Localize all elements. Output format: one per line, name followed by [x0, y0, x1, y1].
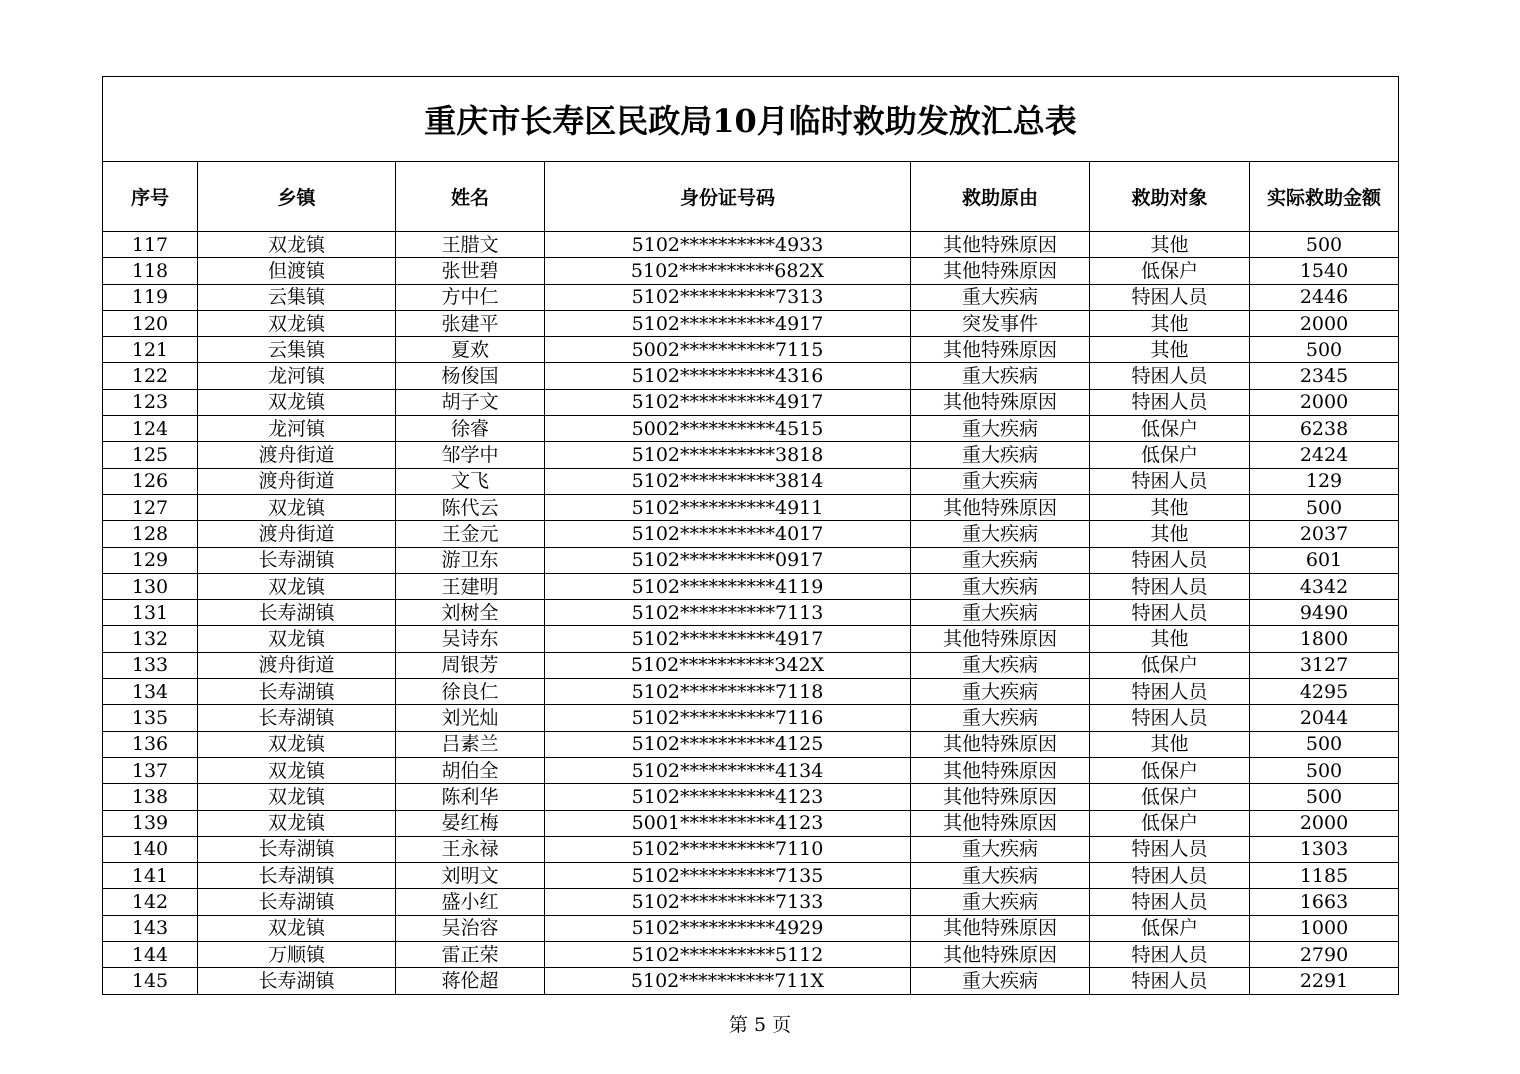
cell-recipient-type: 特困人员 [1090, 363, 1250, 389]
relief-summary-sheet [102, 76, 1398, 995]
cell-reason: 重大疾病 [911, 573, 1090, 599]
cell-id-number: 5102**********4125 [545, 731, 911, 757]
cell-id-number: 5102**********4933 [545, 232, 911, 258]
table-row [103, 626, 1399, 652]
table-row [103, 731, 1399, 757]
cell-name: 周银芳 [396, 652, 545, 678]
cell-amount: 1663 [1250, 889, 1399, 915]
cell-reason: 其他特殊原因 [911, 810, 1090, 836]
cell-index: 131 [103, 600, 198, 626]
cell-index: 138 [103, 784, 198, 810]
page-title: 重庆市长寿区民政局10月临时救助发放汇总表 [103, 77, 1399, 162]
cell-township: 双龙镇 [198, 810, 396, 836]
cell-township: 长寿湖镇 [198, 836, 396, 862]
cell-reason: 重大疾病 [911, 863, 1090, 889]
cell-township: 长寿湖镇 [198, 679, 396, 705]
cell-name: 文飞 [396, 468, 545, 494]
cell-name: 刘树全 [396, 600, 545, 626]
column-header-id-number: 身份证号码 [545, 162, 911, 232]
cell-index: 136 [103, 731, 198, 757]
column-header-name: 姓名 [396, 162, 545, 232]
cell-index: 141 [103, 863, 198, 889]
cell-township: 双龙镇 [198, 389, 396, 415]
cell-id-number: 5102**********0917 [545, 547, 911, 573]
cell-index: 140 [103, 836, 198, 862]
cell-recipient-type: 特困人员 [1090, 889, 1250, 915]
cell-index: 126 [103, 468, 198, 494]
cell-recipient-type: 特困人员 [1090, 573, 1250, 599]
cell-recipient-type: 其他 [1090, 494, 1250, 520]
cell-id-number: 5102**********4911 [545, 494, 911, 520]
cell-township: 双龙镇 [198, 784, 396, 810]
cell-reason: 其他特殊原因 [911, 915, 1090, 941]
cell-township: 长寿湖镇 [198, 968, 396, 994]
cell-name: 吴诗东 [396, 626, 545, 652]
cell-amount: 2000 [1250, 810, 1399, 836]
cell-township: 渡舟街道 [198, 521, 396, 547]
cell-recipient-type: 低保户 [1090, 915, 1250, 941]
column-header-township: 乡镇 [198, 162, 396, 232]
cell-id-number: 5102**********711X [545, 968, 911, 994]
cell-reason: 重大疾病 [911, 889, 1090, 915]
cell-recipient-type: 特困人员 [1090, 942, 1250, 968]
cell-id-number: 5002**********4515 [545, 416, 911, 442]
table-body [103, 232, 1399, 995]
cell-index: 123 [103, 389, 198, 415]
table-row [103, 600, 1399, 626]
cell-index: 122 [103, 363, 198, 389]
cell-index: 119 [103, 284, 198, 310]
cell-amount: 2291 [1250, 968, 1399, 994]
cell-index: 127 [103, 494, 198, 520]
cell-reason: 其他特殊原因 [911, 258, 1090, 284]
cell-id-number: 5102**********4119 [545, 573, 911, 599]
cell-name: 陈利华 [396, 784, 545, 810]
cell-recipient-type: 低保户 [1090, 442, 1250, 468]
cell-id-number: 5002**********7115 [545, 337, 911, 363]
cell-reason: 重大疾病 [911, 679, 1090, 705]
column-header-reason: 救助原由 [911, 162, 1090, 232]
cell-name: 王永禄 [396, 836, 545, 862]
cell-recipient-type: 特困人员 [1090, 863, 1250, 889]
cell-id-number: 5102**********7110 [545, 836, 911, 862]
cell-amount: 1185 [1250, 863, 1399, 889]
cell-name: 张建平 [396, 310, 545, 336]
cell-index: 120 [103, 310, 198, 336]
table-row [103, 310, 1399, 336]
cell-name: 雷正荣 [396, 942, 545, 968]
table-row [103, 863, 1399, 889]
table-row [103, 757, 1399, 783]
cell-reason: 其他特殊原因 [911, 626, 1090, 652]
cell-recipient-type: 特困人员 [1090, 968, 1250, 994]
cell-reason: 其他特殊原因 [911, 494, 1090, 520]
cell-id-number: 5102**********7313 [545, 284, 911, 310]
cell-index: 129 [103, 547, 198, 573]
table-row [103, 442, 1399, 468]
cell-township: 渡舟街道 [198, 468, 396, 494]
cell-name: 徐良仁 [396, 679, 545, 705]
cell-index: 144 [103, 942, 198, 968]
cell-name: 方中仁 [396, 284, 545, 310]
cell-index: 133 [103, 652, 198, 678]
cell-township: 双龙镇 [198, 757, 396, 783]
cell-recipient-type: 特困人员 [1090, 389, 1250, 415]
cell-amount: 2000 [1250, 310, 1399, 336]
cell-name: 盛小红 [396, 889, 545, 915]
cell-index: 143 [103, 915, 198, 941]
cell-reason: 重大疾病 [911, 705, 1090, 731]
table-row [103, 284, 1399, 310]
cell-name: 杨俊国 [396, 363, 545, 389]
cell-id-number: 5102**********4917 [545, 626, 911, 652]
cell-reason: 其他特殊原因 [911, 757, 1090, 783]
table-row [103, 494, 1399, 520]
table-row [103, 679, 1399, 705]
cell-amount: 1303 [1250, 836, 1399, 862]
cell-index: 128 [103, 521, 198, 547]
cell-index: 130 [103, 573, 198, 599]
cell-township: 双龙镇 [198, 232, 396, 258]
cell-reason: 其他特殊原因 [911, 389, 1090, 415]
table-row [103, 942, 1399, 968]
cell-recipient-type: 低保户 [1090, 416, 1250, 442]
column-header-index: 序号 [103, 162, 198, 232]
cell-id-number: 5102**********4134 [545, 757, 911, 783]
cell-township: 长寿湖镇 [198, 600, 396, 626]
cell-id-number: 5102**********3814 [545, 468, 911, 494]
table-row [103, 416, 1399, 442]
cell-reason: 重大疾病 [911, 284, 1090, 310]
cell-amount: 2037 [1250, 521, 1399, 547]
cell-amount: 9490 [1250, 600, 1399, 626]
cell-name: 陈代云 [396, 494, 545, 520]
cell-township: 长寿湖镇 [198, 863, 396, 889]
cell-amount: 3127 [1250, 652, 1399, 678]
cell-amount: 2044 [1250, 705, 1399, 731]
cell-amount: 2345 [1250, 363, 1399, 389]
column-header-amount: 实际救助金额 [1250, 162, 1399, 232]
cell-reason: 重大疾病 [911, 363, 1090, 389]
cell-recipient-type: 低保户 [1090, 810, 1250, 836]
table-row [103, 363, 1399, 389]
cell-amount: 500 [1250, 731, 1399, 757]
cell-reason: 其他特殊原因 [911, 731, 1090, 757]
cell-id-number: 5102**********4917 [545, 310, 911, 336]
table-row [103, 573, 1399, 599]
cell-id-number: 5102**********4316 [545, 363, 911, 389]
cell-recipient-type: 特困人员 [1090, 547, 1250, 573]
table-row [103, 915, 1399, 941]
cell-reason: 重大疾病 [911, 968, 1090, 994]
cell-amount: 601 [1250, 547, 1399, 573]
table-row [103, 547, 1399, 573]
cell-id-number: 5102**********682X [545, 258, 911, 284]
cell-township: 双龙镇 [198, 731, 396, 757]
cell-township: 双龙镇 [198, 573, 396, 599]
cell-recipient-type: 特困人员 [1090, 284, 1250, 310]
cell-index: 124 [103, 416, 198, 442]
cell-reason: 其他特殊原因 [911, 337, 1090, 363]
cell-amount: 1000 [1250, 915, 1399, 941]
cell-reason: 重大疾病 [911, 652, 1090, 678]
table-row [103, 652, 1399, 678]
cell-recipient-type: 低保户 [1090, 258, 1250, 284]
cell-id-number: 5102**********7133 [545, 889, 911, 915]
cell-id-number: 5102**********7113 [545, 600, 911, 626]
title-row [103, 77, 1399, 162]
cell-township: 长寿湖镇 [198, 705, 396, 731]
cell-id-number: 5102**********7116 [545, 705, 911, 731]
cell-amount: 4295 [1250, 679, 1399, 705]
cell-recipient-type: 其他 [1090, 626, 1250, 652]
cell-id-number: 5102**********3818 [545, 442, 911, 468]
cell-amount: 2424 [1250, 442, 1399, 468]
cell-township: 渡舟街道 [198, 652, 396, 678]
cell-reason: 重大疾病 [911, 468, 1090, 494]
cell-name: 吴治容 [396, 915, 545, 941]
cell-township: 龙河镇 [198, 416, 396, 442]
cell-reason: 重大疾病 [911, 416, 1090, 442]
cell-recipient-type: 低保户 [1090, 652, 1250, 678]
cell-id-number: 5102**********5112 [545, 942, 911, 968]
cell-id-number: 5102**********4917 [545, 389, 911, 415]
cell-name: 王腊文 [396, 232, 545, 258]
cell-amount: 500 [1250, 757, 1399, 783]
cell-township: 长寿湖镇 [198, 547, 396, 573]
cell-recipient-type: 其他 [1090, 731, 1250, 757]
cell-name: 蒋伦超 [396, 968, 545, 994]
cell-township: 但渡镇 [198, 258, 396, 284]
cell-amount: 500 [1250, 494, 1399, 520]
cell-id-number: 5001**********4123 [545, 810, 911, 836]
table-row [103, 521, 1399, 547]
cell-name: 胡伯全 [396, 757, 545, 783]
table-row [103, 705, 1399, 731]
cell-township: 龙河镇 [198, 363, 396, 389]
table-row [103, 968, 1399, 994]
table-row [103, 337, 1399, 363]
cell-amount: 129 [1250, 468, 1399, 494]
cell-amount: 4342 [1250, 573, 1399, 599]
header-row [103, 162, 1399, 232]
cell-recipient-type: 特困人员 [1090, 836, 1250, 862]
cell-recipient-type: 其他 [1090, 310, 1250, 336]
cell-amount: 6238 [1250, 416, 1399, 442]
cell-amount: 500 [1250, 337, 1399, 363]
table-row [103, 468, 1399, 494]
cell-id-number: 5102**********4017 [545, 521, 911, 547]
cell-name: 徐睿 [396, 416, 545, 442]
cell-amount: 2790 [1250, 942, 1399, 968]
cell-name: 晏红梅 [396, 810, 545, 836]
cell-index: 121 [103, 337, 198, 363]
cell-index: 139 [103, 810, 198, 836]
cell-recipient-type: 特困人员 [1090, 600, 1250, 626]
column-header-recipient-type: 救助对象 [1090, 162, 1250, 232]
cell-amount: 500 [1250, 232, 1399, 258]
cell-reason: 重大疾病 [911, 442, 1090, 468]
cell-reason: 重大疾病 [911, 836, 1090, 862]
cell-index: 134 [103, 679, 198, 705]
cell-index: 145 [103, 968, 198, 994]
table-row [103, 784, 1399, 810]
relief-summary-table [102, 76, 1399, 995]
cell-id-number: 5102**********7118 [545, 679, 911, 705]
cell-recipient-type: 其他 [1090, 521, 1250, 547]
cell-name: 刘明文 [396, 863, 545, 889]
cell-name: 张世碧 [396, 258, 545, 284]
cell-name: 游卫东 [396, 547, 545, 573]
cell-name: 王金元 [396, 521, 545, 547]
cell-amount: 2000 [1250, 389, 1399, 415]
cell-township: 万顺镇 [198, 942, 396, 968]
cell-township: 云集镇 [198, 337, 396, 363]
cell-township: 双龙镇 [198, 915, 396, 941]
cell-index: 117 [103, 232, 198, 258]
cell-township: 长寿湖镇 [198, 889, 396, 915]
cell-reason: 重大疾病 [911, 521, 1090, 547]
cell-reason: 其他特殊原因 [911, 232, 1090, 258]
cell-township: 双龙镇 [198, 494, 396, 520]
cell-id-number: 5102**********7135 [545, 863, 911, 889]
table-row [103, 889, 1399, 915]
cell-name: 胡子文 [396, 389, 545, 415]
page-number: 第 5 页 [728, 1014, 792, 1036]
cell-name: 王建明 [396, 573, 545, 599]
cell-recipient-type: 其他 [1090, 232, 1250, 258]
cell-township: 双龙镇 [198, 626, 396, 652]
cell-index: 137 [103, 757, 198, 783]
cell-recipient-type: 低保户 [1090, 784, 1250, 810]
cell-reason: 突发事件 [911, 310, 1090, 336]
cell-name: 刘光灿 [396, 705, 545, 731]
cell-township: 云集镇 [198, 284, 396, 310]
cell-recipient-type: 其他 [1090, 337, 1250, 363]
cell-index: 118 [103, 258, 198, 284]
cell-amount: 2446 [1250, 284, 1399, 310]
cell-reason: 其他特殊原因 [911, 784, 1090, 810]
cell-recipient-type: 低保户 [1090, 757, 1250, 783]
cell-township: 渡舟街道 [198, 442, 396, 468]
cell-name: 夏欢 [396, 337, 545, 363]
cell-amount: 1540 [1250, 258, 1399, 284]
table-row [103, 836, 1399, 862]
cell-reason: 其他特殊原因 [911, 942, 1090, 968]
cell-index: 142 [103, 889, 198, 915]
cell-recipient-type: 特困人员 [1090, 705, 1250, 731]
cell-township: 双龙镇 [198, 310, 396, 336]
cell-index: 125 [103, 442, 198, 468]
cell-reason: 重大疾病 [911, 547, 1090, 573]
cell-id-number: 5102**********4929 [545, 915, 911, 941]
cell-id-number: 5102**********4123 [545, 784, 911, 810]
cell-id-number: 5102**********342X [545, 652, 911, 678]
cell-recipient-type: 特困人员 [1090, 468, 1250, 494]
table-row [103, 810, 1399, 836]
cell-index: 135 [103, 705, 198, 731]
table-row [103, 232, 1399, 258]
cell-amount: 500 [1250, 784, 1399, 810]
cell-amount: 1800 [1250, 626, 1399, 652]
table-row [103, 389, 1399, 415]
cell-name: 吕素兰 [396, 731, 545, 757]
table-row [103, 258, 1399, 284]
cell-index: 132 [103, 626, 198, 652]
cell-name: 邹学中 [396, 442, 545, 468]
cell-recipient-type: 特困人员 [1090, 679, 1250, 705]
cell-reason: 重大疾病 [911, 600, 1090, 626]
